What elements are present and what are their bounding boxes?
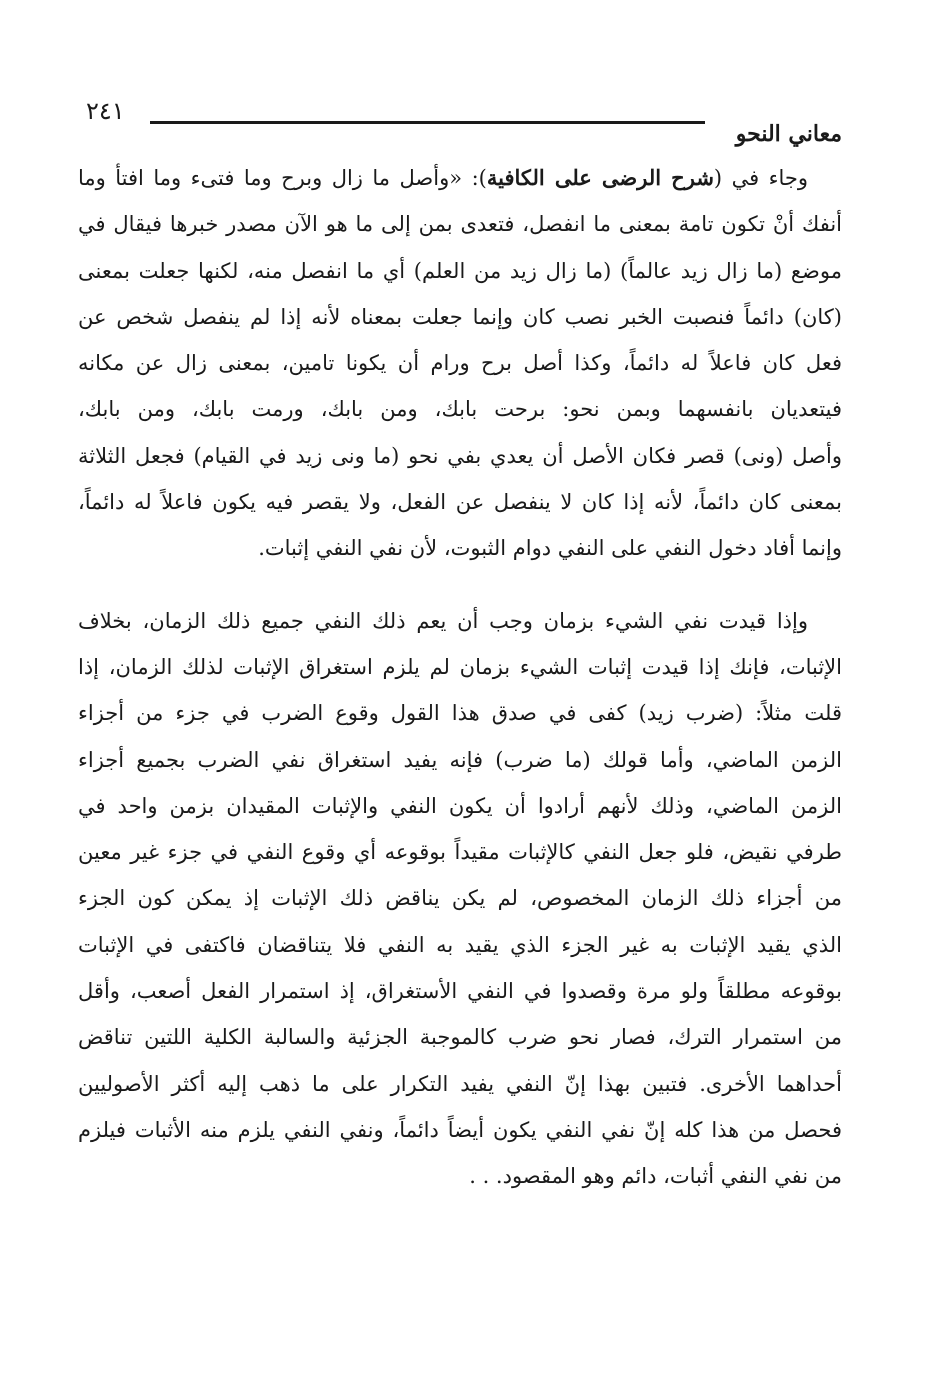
text-line: بمعنى كان دائماً، لأنه إذا كان لا ينفصل عن الفعل، ولا يقصر فيه يكون فاعلاً له دائماً، xyxy=(78,490,842,515)
cited-book-title: شرح الرضى على الكافية xyxy=(486,165,714,190)
text-line: من أجزاء ذلك الزمان المخصوص، لم يكن يناقض ذلك الإثبات إذ يمكن كون الجزء xyxy=(78,886,842,911)
text-line: الزمن الماضي، وذلك لأنهم أرادوا أن يكون النفي والإثبات المقيدان بزمن واحد في xyxy=(78,793,842,818)
text-line: موضع (ما زال زيد عالماً) (ما زال زيد من العلم) أي ما انفصل منه، لكنها جعلت بمعنى xyxy=(78,258,842,283)
running-head: معاني النحو xyxy=(735,121,842,147)
text-line: قلت مثلاً: (ضرب زيد) كفى في صدق هذا القول وقوع الضرب في جزء من أجزاء xyxy=(78,701,842,726)
text-line: من نفي النفي أثبات، دائم وهو المقصود. . . xyxy=(469,1164,842,1189)
text-line: وإنما أفاد دخول النفي على النفي دوام الثبوت، لأن نفي النفي إثبات. xyxy=(258,536,842,561)
page-number: ٢٤١ xyxy=(86,97,125,125)
text-span: وجاء في ( xyxy=(713,166,809,190)
text-line: فحصل من هذا كله إنّ نفي النفي يكون أيضاً دائماً، ونفي النفي يلزم منه الأثبات فيلزم xyxy=(78,1117,842,1142)
text-line: أنفك أنْ تكون تامة بمعنى ما انفصل، فتعدى بمن إلى ما هو الآن مصدر خبرها فيقال في xyxy=(78,212,842,237)
text-line: الذي يقيد الإثبات به غير الجزء الذي يقيد به النفي فلا يتناقضان فاكتفى في الإثبات xyxy=(78,932,842,957)
text-line: طرفي نقيض، فلو جعل النفي كالإثبات مقيداً بوقوعه أي وقوع النفي في جزء غير معين xyxy=(78,840,842,865)
text-line: الإثبات، فإنك إذا قيدت إثبات الشيء بزمان لم يلزم استغراق الإثبات لذلك الزمان، إذا xyxy=(78,654,842,679)
text-line xyxy=(78,155,842,201)
text-line: أحداهما الأخرى. فتبين بهذا إنّ النفي يفيد التكرار على ما ذهب إليه أكثر الأصوليين xyxy=(78,1071,842,1096)
body-text xyxy=(78,155,842,1200)
text-line: فعل كان فاعلاً له دائماً، وكذا أصل برح ورام أن يكونا تامين، بمعنى زال عن مكانه xyxy=(78,351,842,376)
header-rule xyxy=(150,121,705,124)
text-line: فيتعديان بانفسهما وبمن نحو: برحت بابك، ومن بابك، ورمت بابك، ومن بابك، xyxy=(78,397,842,422)
paragraph-gap xyxy=(78,572,842,598)
text-line: وأصل (ونى) قصر فكان الأصل أن يعدي بفي نحو (ما ونى زيد في القيام) فجعل الثلاثة xyxy=(78,443,842,468)
text-line: بوقوعه مطلقاً ولو مرة وقصدوا في النفي الأستغراق، إذ استمرار الفعل أصعب، وأقل xyxy=(78,979,842,1004)
text-line: وإذا قيدت نفي الشيء بزمان وجب أن يعم ذلك النفي جميع ذلك الزمان، بخلاف xyxy=(78,608,808,633)
text-line: (كان) دائماً فنصبت الخبر نصب كان وإنما جعلت بمعناه لأنه إذا لم ينفصل شخص عن xyxy=(78,304,842,329)
text-line: من استمرار الترك، فصار نحو ضرب كالموجبة الجزئية والسالبة الكلية اللتين تناقض xyxy=(78,1025,842,1050)
text-span: ): «وأصل ما زال وبرح وما فتىء وما افتأ وما xyxy=(78,166,487,190)
text-line: الزمن الماضي، وأما قولك (ما ضرب) فإنه يفيد استغراق نفي الضرب بجميع أجزاء xyxy=(78,747,842,772)
